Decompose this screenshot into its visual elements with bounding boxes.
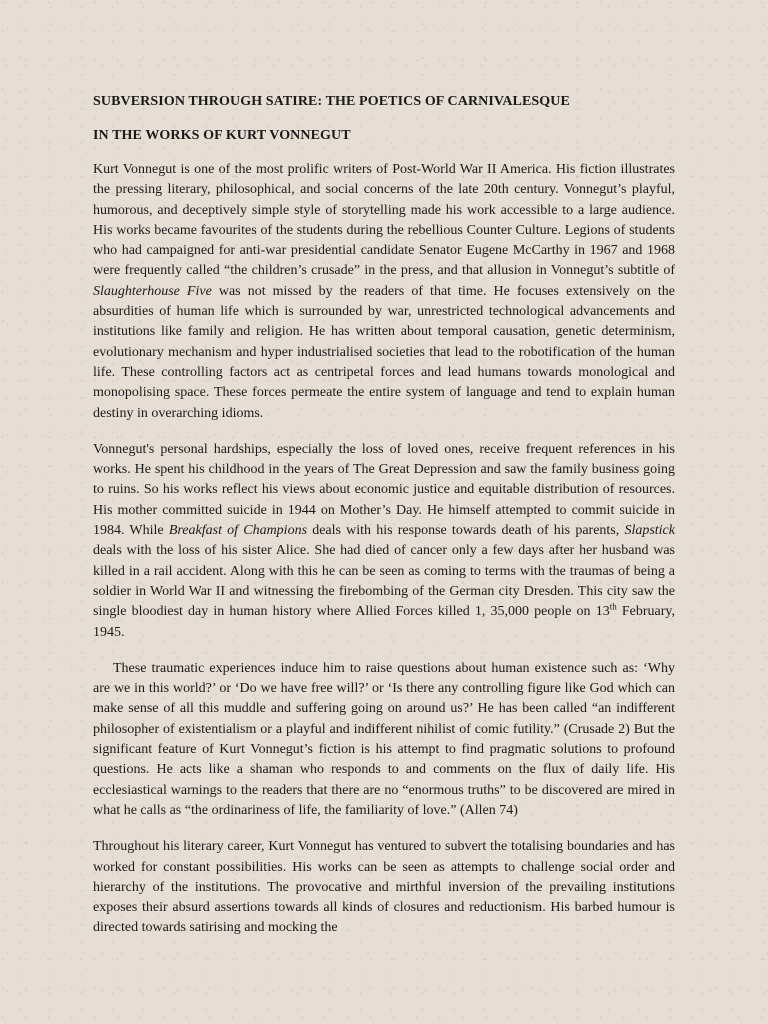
ordinal-superscript: th xyxy=(609,601,617,612)
paragraph-1 xyxy=(93,160,675,424)
document-page xyxy=(93,93,675,939)
paragraph-2-text-b: deals with his response towards death of his parents, xyxy=(307,523,625,539)
book-title-slapstick: Slapstick xyxy=(624,523,675,539)
paragraph-3: These traumatic experiences induce him to raise questions about human existence such as: ‘Why are we in this world?’ or ‘Do we have free will?’ or ‘Is there any controlling figure like God which can make sense of all this muddle and suffering going on around us?’ He has been called “an indifferent philosopher of existentialism or a playful and indifferent nihilist of comic futility.” (Crusade 2) But the significant feature of Kurt Vonnegut’s fiction is his attempt to find pragmatic solutions to profound questions. He acts like a shaman who responds to and comments on the flux of daily life. His ecclesiastical warnings to the readers that there are no “enormous truths” to be discovered are mired in what he calls as “the ordinariness of life, the familiarity of love.” (Allen 74) xyxy=(93,660,675,818)
paragraph-1-text-b: was not missed by the readers of that time. He focuses extensively on the absurdities of human life which is surrounded by war, unrestricted technological advancements and institutions like family and religion. He has written about temporal causation, genetic determinism, evolutionary mechanism and hyper industrialised societies that lead to the robotification of the human life. These controlling factors act as centripetal forces and lead humans towards monological and monopolising space. These forces permeate the entire system of language and tend to explain human destiny in overarching idioms. xyxy=(93,283,675,421)
paragraph-2 xyxy=(93,440,675,643)
paragraph-2-text-c: deals with the loss of his sister Alice. She had died of cancer only a few days after her husband was killed in a rail accident. Along with this he can be seen as coming to terms with the traumas of being a soldier in World War II and witnessing the firebombing of the German city Dresden. This city saw the single bloodiest day in human history where Allied Forces killed 1, 35,000 people on 13 xyxy=(93,543,675,620)
book-title-breakfast-of-champions: Breakfast of Champions xyxy=(168,523,308,539)
title-line-2: IN THE WORKS OF KURT VONNEGUT xyxy=(93,128,351,143)
paragraph-2-text-a: Vonnegut's personal hardships, especially the loss of loved ones, receive frequent references in his works. He spent his childhood in the years of The Great Depression and saw the family business going to ruins. So his works reflect his views about economic justice and equitable distribution of resources. His mother committed suicide in 1944 on Mother’s Day. He himself attempted to commit suicide in 1984. While xyxy=(93,441,675,539)
book-title-slaughterhouse-five: Slaughterhouse Five xyxy=(93,283,212,299)
paragraph-2-text-d: February, 1945. xyxy=(93,604,675,640)
paragraph-4: Throughout his literary career, Kurt Vonnegut has ventured to subvert the totalising boundaries and has worked for constant possibilities. His works can be seen as attempts to challenge social order and hierarchy of the institutions. The provocative and mirthful inversion of the prevailing institutions exposes their absurd assertions towards all kinds of closures and reductionism. His barbed humour is directed towards satirising and mocking the xyxy=(93,839,675,936)
title-line-1: SUBVERSION THROUGH SATIRE: THE POETICS OF CARNIVALESQUE xyxy=(93,94,570,109)
paragraph-1-text-a: Kurt Vonnegut is one of the most prolific writers of Post-World War II America. His fiction illustrates the pressing literary, philosophical, and social concerns of the late 20th century. Vonnegut’s playful, humorous, and deceptively simple style of storytelling made his work accessible to a large audience. His works became favourites of the students during the rebellious Counter Culture. Legions of students who had campaigned for anti-war presidential candidate Senator Eugene McCarthy in 1967 and 1968 were frequently called “the children’s crusade” in the press, and that allusion in Vonnegut’s subtitle of xyxy=(93,162,675,279)
